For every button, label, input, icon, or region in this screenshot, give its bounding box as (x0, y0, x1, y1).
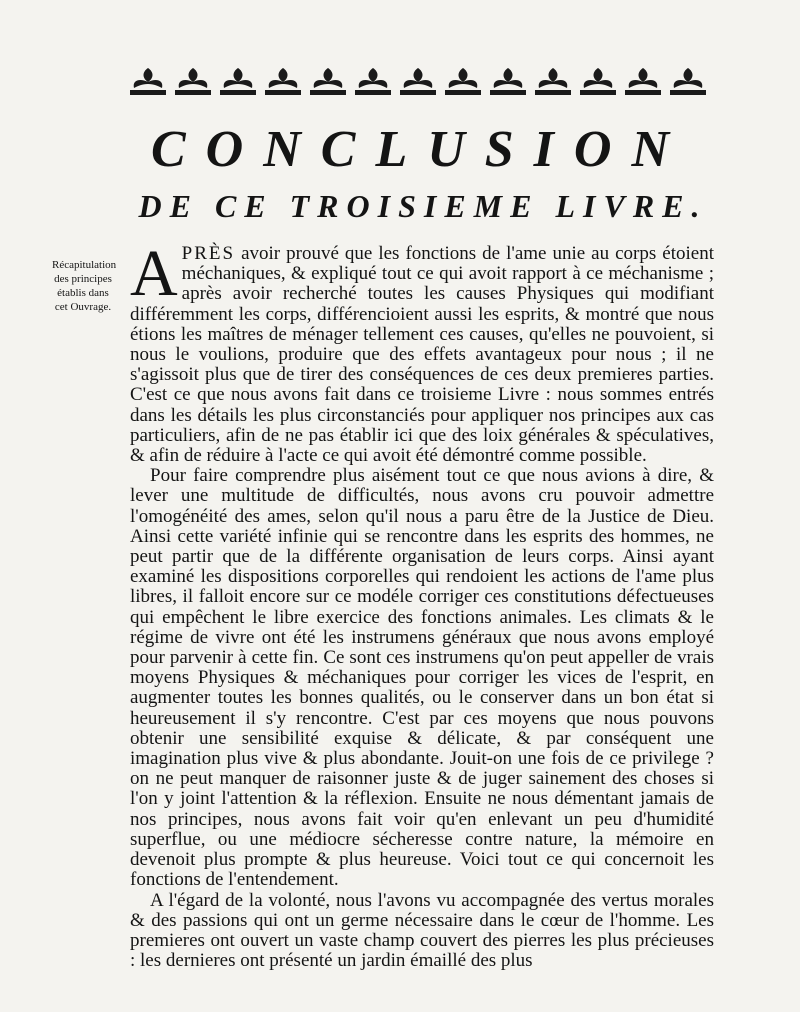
paragraph-2: Pour faire comprendre plus aisément tout ce que nous avions à dire, & lever une multitude de difficultés, nous avons cru pouvoir admettre l'omogénéité des ames, selon qu'il nous a paru être de la Justice de Dieu. Ainsi cette variété infinie qui se rencontre dans les esprits des hommes, ne peut partir que de la différente organisation de leurs corps. Ainsi ayant examiné les dispositions corporelles qui rendoient les actions de l'ame plus libres, il falloit encore sur ce modéle corriger ces constitutions défectueuses qui empêchent le libre exercice des fonctions animales. Les climats & le régime de vivre ont été les instrumens généraux que nous avons employé pour parvenir à cette fin. Ce sont ces instrumens qu'on peut appeller de vrais moyens Physiques & méchaniques pour corriger les vices de l'esprit, en augmenter toutes les bonnes qualités, ou le conserver dans un bon état si heureusement il s'y rencontre. C'est par ces moyens que nous pouvons obtenir une sensibilité exquise & délicate, & par conséquent une imagination plus vive & plus abondante. Jouit-on une fois de ce privilege ? on ne peut manquer de raisonner juste & de juger sainement des choses si l'on y joint l'attention & la réflexion. Ensuite ne nous démentant jamais de nos principes, nous avons fait voir qu'en enlevant un peu d'humidité superflue, ou une médiocre sécheresse contre nature, la mémoire en devenoit plus prompte & plus heureuse. Voici tout ce qui concernoit les fonctions de l'entendement. (130, 465, 714, 891)
fleuron-icon-row (128, 64, 710, 100)
paragraph-1 (130, 237, 714, 467)
marginal-note: Récapitulation des principes établis dans cet Ouvrage. (52, 259, 117, 313)
page-title: CONCLUSION (150, 121, 690, 178)
first-word-small-caps: PRÈS (181, 243, 236, 264)
fleuron-ornament-band (128, 64, 710, 100)
paragraph-1-text: avoir prouvé que les fonctions de l'ame unie au corps étoient méchaniques, & expliqué tout ce qui avoit rapport à ce méchanisme ; après avoir recherché toutes les causes Physiques qui modifiant différemment les corps, différencioient aussi les esprits, & montré que nous étions les maîtres de ménager tellement ces causes, qu'elles ne pouvoient, si nous le voulions, produire que des effets avantageux pour nous ; il ne s'agissoit plus que de tirer des conséquences de ces deux premieres parties. C'est ce que nous avons fait dans ce troisieme Livre : nous sommes entrés dans les détails les plus circonstanciés pour appliquer nos principes aux cas particuliers, afin de ne pas établir ici que des loix générales & spéculatives, & afin de réduire à l'acte ce qui avoit été démontré comme possible. (130, 243, 714, 467)
page-subtitle: DE CE TROISIEME LIVRE. (138, 188, 708, 224)
body-text (130, 237, 714, 972)
drop-cap: A (130, 237, 178, 310)
paragraph-3: A l'égard de la volonté, nous l'avons vu accompagnée des vertus morales & des passions qui ont un germe nécessaire dans le cœur de l'homme. Les premieres ont ouvert un vaste champ couvert des pierres les plus précieuses : les dernieres ont présenté un jardin émaillé des plus (130, 889, 714, 972)
